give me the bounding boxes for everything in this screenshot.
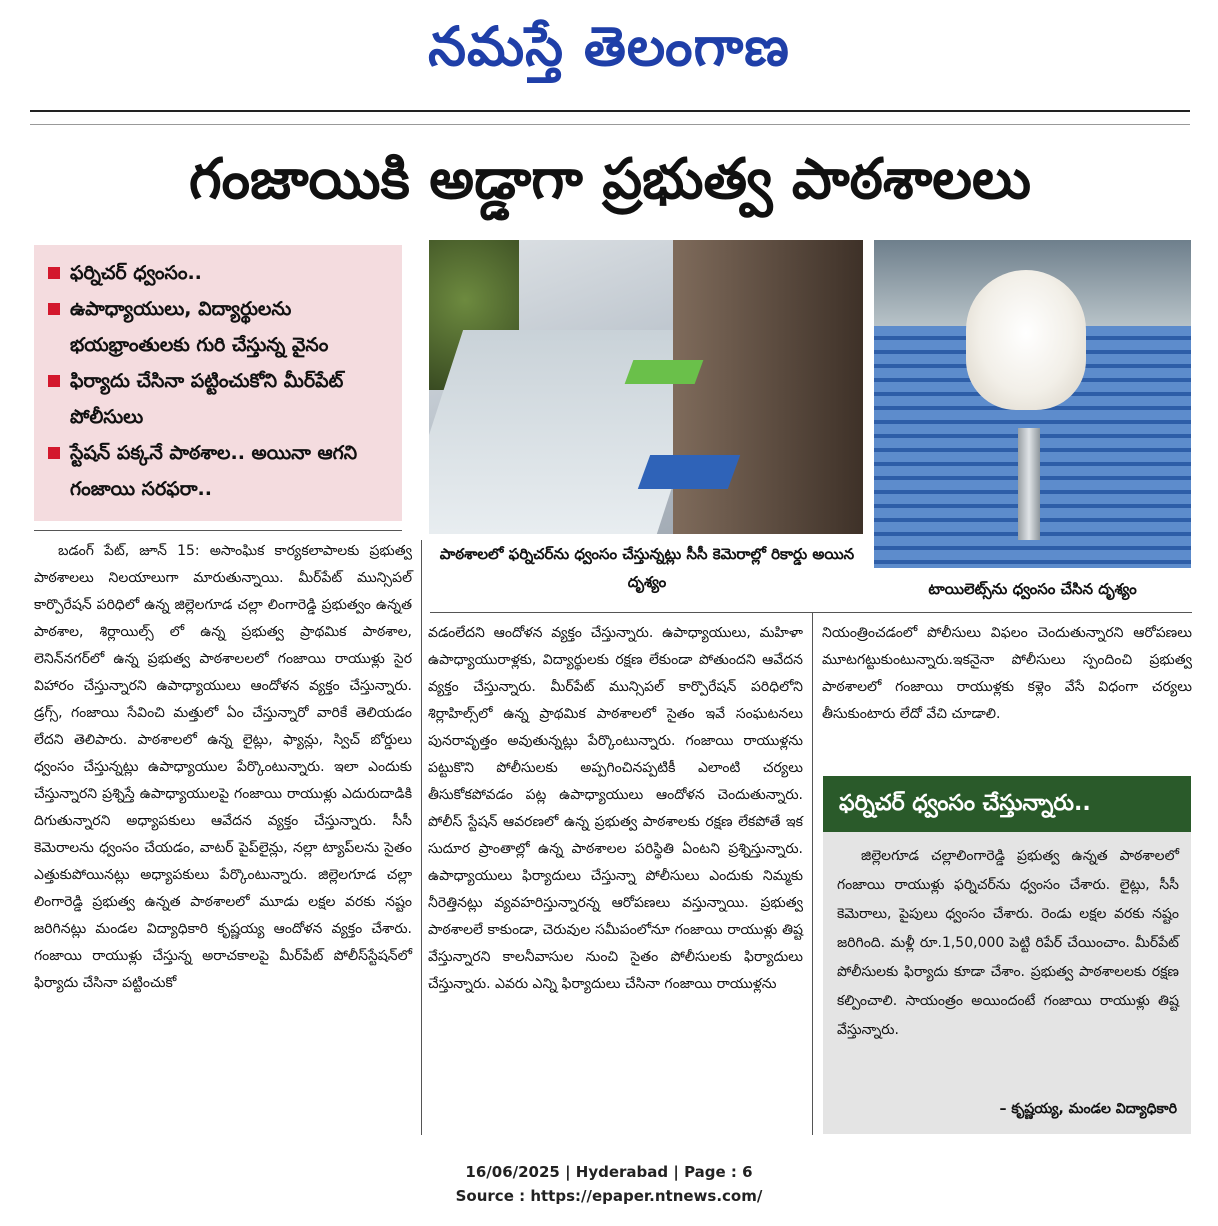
second-rule bbox=[30, 124, 1190, 125]
bullet-square-icon bbox=[48, 447, 60, 459]
caption-divider bbox=[820, 612, 1192, 613]
sidebox-attribution: – కృష్ణయ్య, మండల విద్యాధికారి bbox=[999, 1101, 1177, 1117]
footer-source-link[interactable]: Source : https://epaper.ntnews.com/ bbox=[455, 1187, 763, 1205]
cctv-photo bbox=[429, 240, 863, 534]
article-paragraph: నియంత్రించడంలో పోలీసులు విఫలం చెందుతున్నారని ఆరోపణలు మూటగట్టుకుంటున్నారు.ఇకనైనా పోలీసులు స్పందించి ప్రభుత్వ పాఠశాలలో గంజాయి రాయుళ్లకు కళ్లెం వేసే విధంగా చర్యలు తీసుకుంటారు లేదో వేచి చూడాలి. bbox=[822, 625, 1192, 722]
highlight-text: ఫిర్యాదు చేసినా పట్టించుకోని మీర్‌పేట్ పోలీసులు bbox=[70, 370, 344, 428]
bullet-square-icon bbox=[48, 375, 60, 387]
highlight-item bbox=[48, 435, 390, 507]
page-footer bbox=[0, 1160, 1218, 1208]
toilet-photo bbox=[874, 240, 1191, 568]
article-column-1 bbox=[34, 538, 412, 1134]
highlight-text: స్టేషన్ పక్కనే పాఠశాల.. అయినా ఆగని గంజాయి సరఫరా.. bbox=[70, 442, 358, 500]
highlight-item bbox=[48, 363, 390, 435]
sidebox-title: ఫర్నిచర్ ధ్వంసం చేస్తున్నారు.. bbox=[823, 776, 1191, 832]
highlights-box bbox=[34, 245, 402, 521]
highlight-text: ఉపాధ్యాయులు, విద్యార్థులను భయభ్రాంతులకు గురి చేస్తున్న వైనం bbox=[70, 298, 329, 356]
column-divider bbox=[421, 540, 422, 1135]
bullet-square-icon bbox=[48, 303, 60, 315]
photo-urinal bbox=[966, 270, 1086, 410]
photo-corridor-wall bbox=[673, 240, 863, 534]
article-column-2 bbox=[428, 620, 803, 1134]
masthead bbox=[0, 6, 1218, 88]
sidebox bbox=[823, 832, 1191, 1134]
article-paragraph: వడంలేదని ఆందోళన వ్యక్తం చేస్తున్నారు. ఉపాధ్యాయులు, మహిళా ఉపాధ్యాయురాళ్లకు, విద్యార్థులకు రక్షణ లేకుండా పోతుందని ఆవేదన వ్యక్తం చేస్తున్నారు. మీర్‌పేట్ మున్సిపల్ కార్పొరేషన్ పరిధిలోని శిర్లాహిల్స్‌లో ఉన్న ప్రాథమిక పాఠశాలలో సైతం ఇవే సంఘటనలు పునరావృత్తం అవుతున్నట్లు పేర్కొంటున్నారు. గంజాయి రాయుళ్లను పట్టుకొని పోలీసులకు అప్పగించినప్పటికీ ఎలాంటి చర్యలు తీసుకోకపోవడం పట్ల ఉపాధ్యాయులు ఆందోళన చెందుతున్నారు. పోలీస్ స్టేషన్ ఆవరణలో ఉన్న ప్రభుత్వ పాఠశాలకు రక్షణ లేకపోతే ఇక సుదూర ప్రాంతాల్లో ఉన్న పాఠశాలల పరిస్థితి ఏంటని ప్రశ్నిస్తున్నారు. ఉపాధ్యాయులు ఫిర్యాదులు చేస్తున్నా పోలీసులు ఎందుకు నిమ్మకు నీరెత్తినట్లు వ్యవహరిస్తున్నారన్న ఆరోపణలు వస్తున్నాయి. ప్రభుత్వ పాఠశాలలే కాకుండా, చెరువుల సమీపంలోనూ గంజాయి రాయుళ్లు తిష్ట వేస్తున్నారని కాలనీవాసుల నుంచి సైతం పోలీసులకు ఫిర్యాదులు చేస్తున్నారు. ఎవరు ఎన్ని ఫిర్యాదులు చేసినా గంజాయి రాయుళ్లను bbox=[428, 625, 803, 992]
highlight-text: ఫర్నిచర్ ధ్వంసం.. bbox=[70, 262, 202, 284]
article-headline: గంజాయికి అడ్డాగా ప్రభుత్వ పాఠశాలలు bbox=[188, 147, 1032, 212]
caption-divider bbox=[430, 612, 864, 613]
photo-drain-pipe bbox=[1018, 428, 1040, 540]
photo-green-bench bbox=[625, 360, 704, 384]
masthead-logo-text: నమస్తే తెలంగాణ bbox=[428, 14, 790, 78]
footer-dateline: 16/06/2025 | Hyderabad | Page : 6 bbox=[465, 1163, 753, 1181]
article-column-3 bbox=[822, 620, 1192, 760]
highlights-underline bbox=[34, 530, 402, 531]
top-rule bbox=[30, 110, 1190, 112]
cctv-photo-caption: పాఠశాలలో ఫర్నిచర్‌ను ధ్వంసం చేస్తున్నట్లు సీసీ కెమెరాల్లో రికార్డు అయిన దృశ్యం bbox=[439, 545, 855, 591]
highlight-item bbox=[48, 291, 390, 363]
bullet-square-icon bbox=[48, 267, 60, 279]
toilet-photo-caption: టాయిలెట్స్‌ను ధ్వంసం చేసిన దృశ్యం bbox=[928, 580, 1137, 598]
sidebox-body: జిల్లెలగూడ చల్లాలింగారెడ్డి ప్రభుత్వ ఉన్నత పాఠశాలలో గంజాయి రాయుళ్లు ఫర్నిచర్‌ను ధ్వంసం చేశారు. లైట్లు, సీసీ కెమెరాలు, పైపులు ధ్వంసం చేశారు. రెండు లక్షల వరకు నష్టం జరిగింది. మళ్లీ రూ.1,50,000 పెట్టి రిపేర్ చేయించాం. మీర్‌పేట్ పోలీసులకు ఫిర్యాదు కూడా చేశాం. ప్రభుత్వ పాఠశాలలకు రక్షణ కల్పించాలి. సాయంత్రం అయిందంటే గంజాయి రాయుళ్లు తిష్ట వేస్తున్నారు. bbox=[837, 848, 1179, 1038]
photo-blue-bench bbox=[638, 455, 740, 489]
article-paragraph: బడంగ్ పేట్, జూన్ 15: అసాంఘిక కార్యకలాపాలకు ప్రభుత్వ పాఠశాలలు నిలయాలుగా మారుతున్నాయి. మీర్‌పేట్ మున్సిపల్ కార్పొరేషన్ పరిధిలో ఉన్న జిల్లెలగూడ చల్లా లింగారెడ్డి ప్రభుత్వం ఉన్నత పాఠశాల, శిర్లాయిల్స్ లో ఉన్న ప్రభుత్వ ప్రాథమిక పాఠశాల, లెనిన్‌నగర్‌లో ఉన్న ప్రభుత్వ పాఠశాలలలో గంజాయి రాయుళ్లు సైర విహారం చేస్తున్నారని ఉపాధ్యాయులు ఆందోళన వ్యక్తం చేస్తున్నారు. డ్రగ్స్, గంజాయి సేవించి మత్తులో ఏం చేస్తున్నారో వారికే తెలియడం లేదని తెలిపారు. పాఠశాలలో ఉన్న లైట్లు, ఫ్యాన్లు, స్విచ్ బోర్డులు ధ్వంసం చేస్తున్నట్లు ఉపాధ్యాయుల పేర్కొంటున్నారు. ఇలా ఎందుకు చేస్తున్నారని ప్రశ్నిస్తే ఉపాధ్యాయులపై గంజాయి రాయుళ్లు ఎదురుదాడికి దిగుతున్నారని అధ్యాపకులు ఆవేదన వ్యక్తం చేస్తున్నారు. సీసీ కెమెరాలను ధ్వంసం చేయడం, వాటర్ పైప్‌లైన్లు, నల్లా ట్యాప్‌లను సైతం ఎత్తుకుపోయినట్లు అధ్యాపకులు పేర్కొంటున్నారు. జిల్లెలగూడ చల్లా లింగారెడ్డి ప్రభుత్వ ఉన్నత పాఠశాలలో మూడు లక్షల వరకు నష్టం జరిగినట్లు మండల విద్యాధికారి కృష్ణయ్య ఆందోళన వ్యక్తం చేశారు. గంజాయి రాయుళ్లు చేస్తున్న అరాచకాలపై మీర్‌పేట్ పోలీస్‌స్టేషన్‌లో ఫిర్యాదు చేసినా పట్టించుకో bbox=[34, 543, 412, 991]
column-divider bbox=[812, 612, 813, 1135]
highlight-item bbox=[48, 255, 390, 291]
